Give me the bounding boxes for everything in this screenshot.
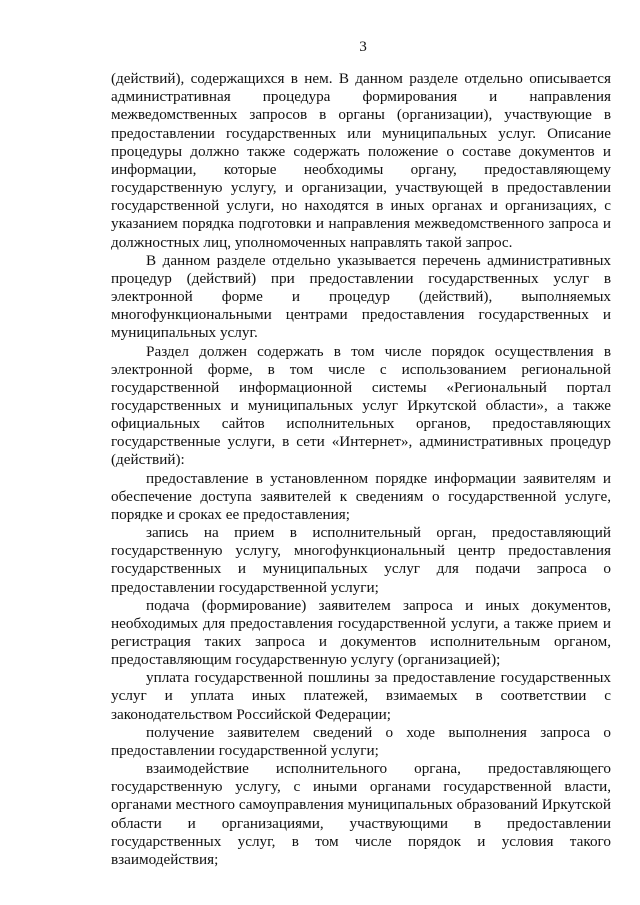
paragraph-section-contents: Раздел должен содержать в том числе порядок осуществления в электронной форме, в том числе с использованием региональной государственной информационной системы «Региональный портал государственных и муниципальных услуг Иркутской области», а также официальных сайтов исполнительных органов, предоставляющих государственные услуги, в сети «Интернет», административных процедур (действий): xyxy=(111,342,611,469)
list-item-interaction: взаимодействие исполнительного органа, предоставляющего государственную услугу, с иными органами государственной власти, органами местного самоуправления муниципальных образований Иркутской области и организациями, участвующими в предоставлении государственных услуг, в том числе порядок и условия такого взаимодействия; xyxy=(111,760,611,868)
list-item-fee-payment: уплата государственной пошлины за предоставление государственных услуг и уплата иных платежей, взимаемых в соответствии с законодательством Российской Федерации; xyxy=(111,669,611,723)
document-page xyxy=(111,38,611,869)
list-item-information-provision: предоставление в установленном порядке информации заявителям и обеспечение доступа заявителей к сведениям о государственной услуге, порядке и сроках ее предоставления; xyxy=(111,469,611,523)
list-item-request-submission: подача (формирование) заявителем запроса и иных документов, необходимых для предоставления государственной услуги, а также прием и регистрация таких запроса и документов исполнительным органом, предоставляющим государственную услугу (организацией); xyxy=(111,596,611,669)
list-item-appointment: запись на прием в исполнительный орган, предоставляющий государственную услугу, многофункциональный центр предоставления государственных и муниципальных услуг для подачи запроса о предоставлении государственной услуги; xyxy=(111,524,611,596)
page-number: 3 xyxy=(359,38,367,55)
paragraph-electronic-procedures: В данном разделе отдельно указывается перечень административных процедур (действий) при предоставлении государственных услуг в электронной форме и процедур (действий), выполняемых многофункциональными центрами предоставления государственных и муниципальных услуг. xyxy=(111,251,611,342)
paragraph-continuation: (действий), содержащихся в нем. В данном разделе отдельно описывается административная процедура формирования и направления межведомственных запросов в органы (организации), участвующие в предоставлении государственных или муниципальных услуг. Описание процедуры должно также содержать положение о составе документов и информации, которые необходимы органу, предоставляющему государственную услугу, и организации, участвующей в предоставлении государственной услуги, но находятся в иных органах и организациях, с указанием порядка подготовки и направления межведомственного запроса и должностных лиц, уполномоченных направлять такой запрос. xyxy=(111,70,611,251)
list-item-status-info: получение заявителем сведений о ходе выполнения запроса о предоставлении государственной услуги; xyxy=(111,723,611,759)
